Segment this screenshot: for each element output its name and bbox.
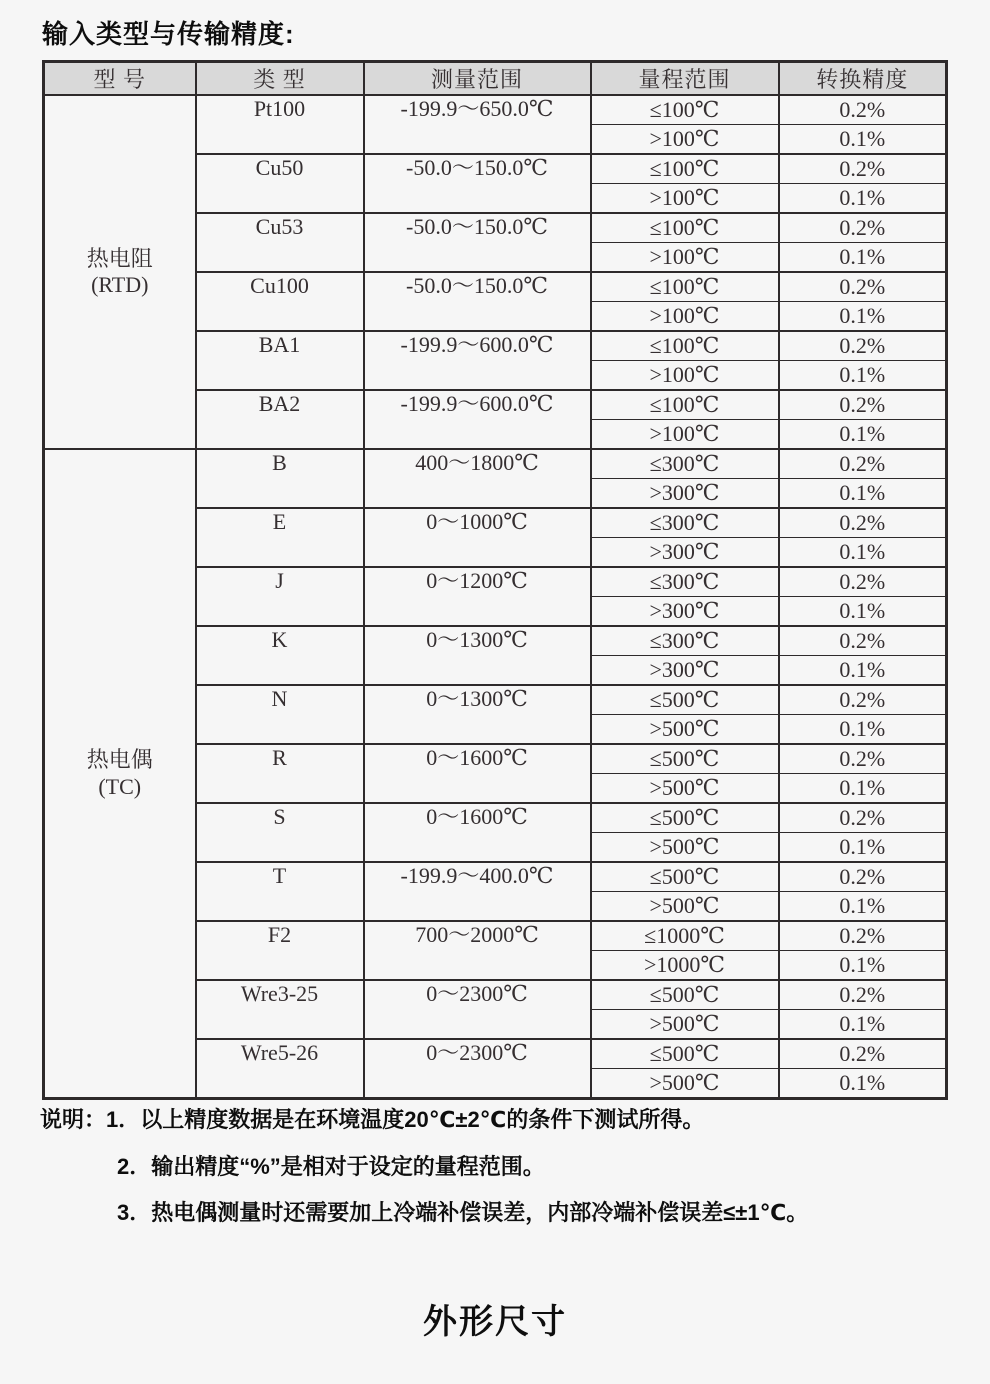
- span-cell: >300℃: [591, 597, 779, 627]
- accuracy-cell: 0.1%: [779, 656, 947, 686]
- note-line-2: [40, 1153, 808, 1181]
- accuracy-cell: 0.1%: [779, 951, 947, 981]
- span-cell: ≤500℃: [591, 803, 779, 833]
- accuracy-cell: 0.1%: [779, 774, 947, 804]
- note-text-3: 3．热电偶测量时还需要加上冷端补偿误差，内部冷端补偿误差≤±1℃。: [117, 1200, 809, 1225]
- span-cell: ≤300℃: [591, 508, 779, 538]
- accuracy-cell: 0.2%: [779, 272, 947, 302]
- header-span: 量程范围: [591, 62, 779, 96]
- type-cell: Wre5-26: [196, 1039, 364, 1099]
- span-cell: ≤500℃: [591, 744, 779, 774]
- range-cell: -199.9～600.0℃: [364, 390, 591, 449]
- type-cell: J: [196, 567, 364, 626]
- accuracy-cell: 0.2%: [779, 980, 947, 1010]
- page-title: 输入类型与传输精度:: [42, 19, 295, 49]
- model-cell: [44, 449, 196, 1099]
- span-cell: ≤500℃: [591, 685, 779, 715]
- accuracy-cell: 0.1%: [779, 125, 947, 155]
- spec-table-body: [44, 95, 947, 1099]
- type-cell: Pt100: [196, 95, 364, 154]
- accuracy-cell: 0.1%: [779, 1010, 947, 1040]
- span-cell: ≤500℃: [591, 980, 779, 1010]
- range-cell: 0～1000℃: [364, 508, 591, 567]
- accuracy-cell: 0.2%: [779, 449, 947, 479]
- type-cell: Cu100: [196, 272, 364, 331]
- accuracy-cell: 0.2%: [779, 862, 947, 892]
- accuracy-cell: 0.2%: [779, 803, 947, 833]
- type-cell: BA2: [196, 390, 364, 449]
- accuracy-cell: 0.1%: [779, 302, 947, 332]
- span-cell: >100℃: [591, 302, 779, 332]
- accuracy-cell: 0.1%: [779, 420, 947, 450]
- type-cell: R: [196, 744, 364, 803]
- range-cell: -199.9～400.0℃: [364, 862, 591, 921]
- range-cell: 0～1200℃: [364, 567, 591, 626]
- note-text-1: 1．以上精度数据是在环境温度20℃±2℃的条件下测试所得。: [106, 1107, 705, 1132]
- range-cell: 0～2300℃: [364, 980, 591, 1039]
- type-cell: N: [196, 685, 364, 744]
- range-cell: 0～1600℃: [364, 744, 591, 803]
- range-cell: 700～2000℃: [364, 921, 591, 980]
- range-cell: -199.9～600.0℃: [364, 331, 591, 390]
- spec-row: [44, 449, 947, 479]
- span-cell: >500℃: [591, 1069, 779, 1099]
- span-cell: ≤100℃: [591, 390, 779, 420]
- model-abbr: (TC): [98, 773, 142, 799]
- range-cell: 0～1600℃: [364, 803, 591, 862]
- accuracy-cell: 0.1%: [779, 833, 947, 863]
- notes: [40, 1106, 808, 1246]
- type-cell: K: [196, 626, 364, 685]
- spec-table: [42, 60, 948, 1100]
- span-cell: >300℃: [591, 656, 779, 686]
- type-cell: Cu53: [196, 213, 364, 272]
- span-cell: >100℃: [591, 420, 779, 450]
- accuracy-cell: 0.2%: [779, 95, 947, 125]
- span-cell: >500℃: [591, 715, 779, 745]
- accuracy-cell: 0.2%: [779, 390, 947, 420]
- header-type: 类 型: [196, 62, 364, 96]
- header-range: 测量范围: [364, 62, 591, 96]
- accuracy-cell: 0.1%: [779, 479, 947, 509]
- accuracy-cell: 0.2%: [779, 331, 947, 361]
- span-cell: >100℃: [591, 184, 779, 214]
- accuracy-cell: 0.2%: [779, 213, 947, 243]
- spec-row: [44, 95, 947, 125]
- accuracy-cell: 0.2%: [779, 744, 947, 774]
- model-name: 热电偶: [86, 747, 153, 773]
- range-cell: 0～1300℃: [364, 685, 591, 744]
- accuracy-cell: 0.2%: [779, 567, 947, 597]
- accuracy-cell: 0.2%: [779, 1039, 947, 1069]
- span-cell: >100℃: [591, 125, 779, 155]
- accuracy-cell: 0.2%: [779, 508, 947, 538]
- span-cell: ≤100℃: [591, 154, 779, 184]
- accuracy-cell: 0.1%: [779, 538, 947, 568]
- span-cell: ≤300℃: [591, 567, 779, 597]
- span-cell: ≤100℃: [591, 272, 779, 302]
- accuracy-cell: 0.2%: [779, 685, 947, 715]
- model-name: 热电阻: [86, 245, 153, 271]
- header-model: 型 号: [44, 62, 196, 96]
- accuracy-cell: 0.2%: [779, 154, 947, 184]
- span-cell: >500℃: [591, 833, 779, 863]
- span-cell: >500℃: [591, 892, 779, 922]
- span-cell: ≤300℃: [591, 626, 779, 656]
- range-cell: -50.0～150.0℃: [364, 154, 591, 213]
- type-cell: S: [196, 803, 364, 862]
- range-cell: 0～2300℃: [364, 1039, 591, 1099]
- header-row: [44, 62, 947, 96]
- span-cell: >100℃: [591, 243, 779, 273]
- range-cell: -50.0～150.0℃: [364, 272, 591, 331]
- accuracy-cell: 0.1%: [779, 715, 947, 745]
- type-cell: Cu50: [196, 154, 364, 213]
- span-cell: >100℃: [591, 361, 779, 391]
- span-cell: ≤1000℃: [591, 921, 779, 951]
- range-cell: 400～1800℃: [364, 449, 591, 508]
- span-cell: >300℃: [591, 538, 779, 568]
- range-cell: -50.0～150.0℃: [364, 213, 591, 272]
- span-cell: ≤100℃: [591, 213, 779, 243]
- span-cell: >300℃: [591, 479, 779, 509]
- accuracy-cell: 0.1%: [779, 1069, 947, 1099]
- span-cell: ≤500℃: [591, 1039, 779, 1069]
- range-cell: 0～1300℃: [364, 626, 591, 685]
- type-cell: B: [196, 449, 364, 508]
- span-cell: ≤300℃: [591, 449, 779, 479]
- model-abbr: (RTD): [91, 272, 149, 297]
- accuracy-cell: 0.1%: [779, 184, 947, 214]
- accuracy-cell: 0.2%: [779, 921, 947, 951]
- header-accuracy: 转换精度: [779, 62, 947, 96]
- spec-table-wrap: [42, 60, 948, 1100]
- accuracy-cell: 0.1%: [779, 243, 947, 273]
- notes-label: 说明：: [40, 1107, 107, 1132]
- type-cell: F2: [196, 921, 364, 980]
- span-cell: ≤500℃: [591, 862, 779, 892]
- range-cell: -199.9～650.0℃: [364, 95, 591, 154]
- outline-dimensions-title: 外形尺寸: [423, 1303, 567, 1341]
- span-cell: >1000℃: [591, 951, 779, 981]
- note-line-1: [40, 1106, 808, 1134]
- span-cell: >500℃: [591, 1010, 779, 1040]
- accuracy-cell: 0.1%: [779, 361, 947, 391]
- span-cell: ≤100℃: [591, 95, 779, 125]
- model-cell: [44, 95, 196, 449]
- accuracy-cell: 0.2%: [779, 626, 947, 656]
- span-cell: >500℃: [591, 774, 779, 804]
- accuracy-cell: 0.1%: [779, 597, 947, 627]
- accuracy-cell: 0.1%: [779, 892, 947, 922]
- note-line-3: [40, 1199, 808, 1227]
- type-cell: E: [196, 508, 364, 567]
- span-cell: ≤100℃: [591, 331, 779, 361]
- type-cell: T: [196, 862, 364, 921]
- type-cell: BA1: [196, 331, 364, 390]
- type-cell: Wre3-25: [196, 980, 364, 1039]
- note-text-2: 2．输出精度“%”是相对于设定的量程范围。: [117, 1153, 545, 1179]
